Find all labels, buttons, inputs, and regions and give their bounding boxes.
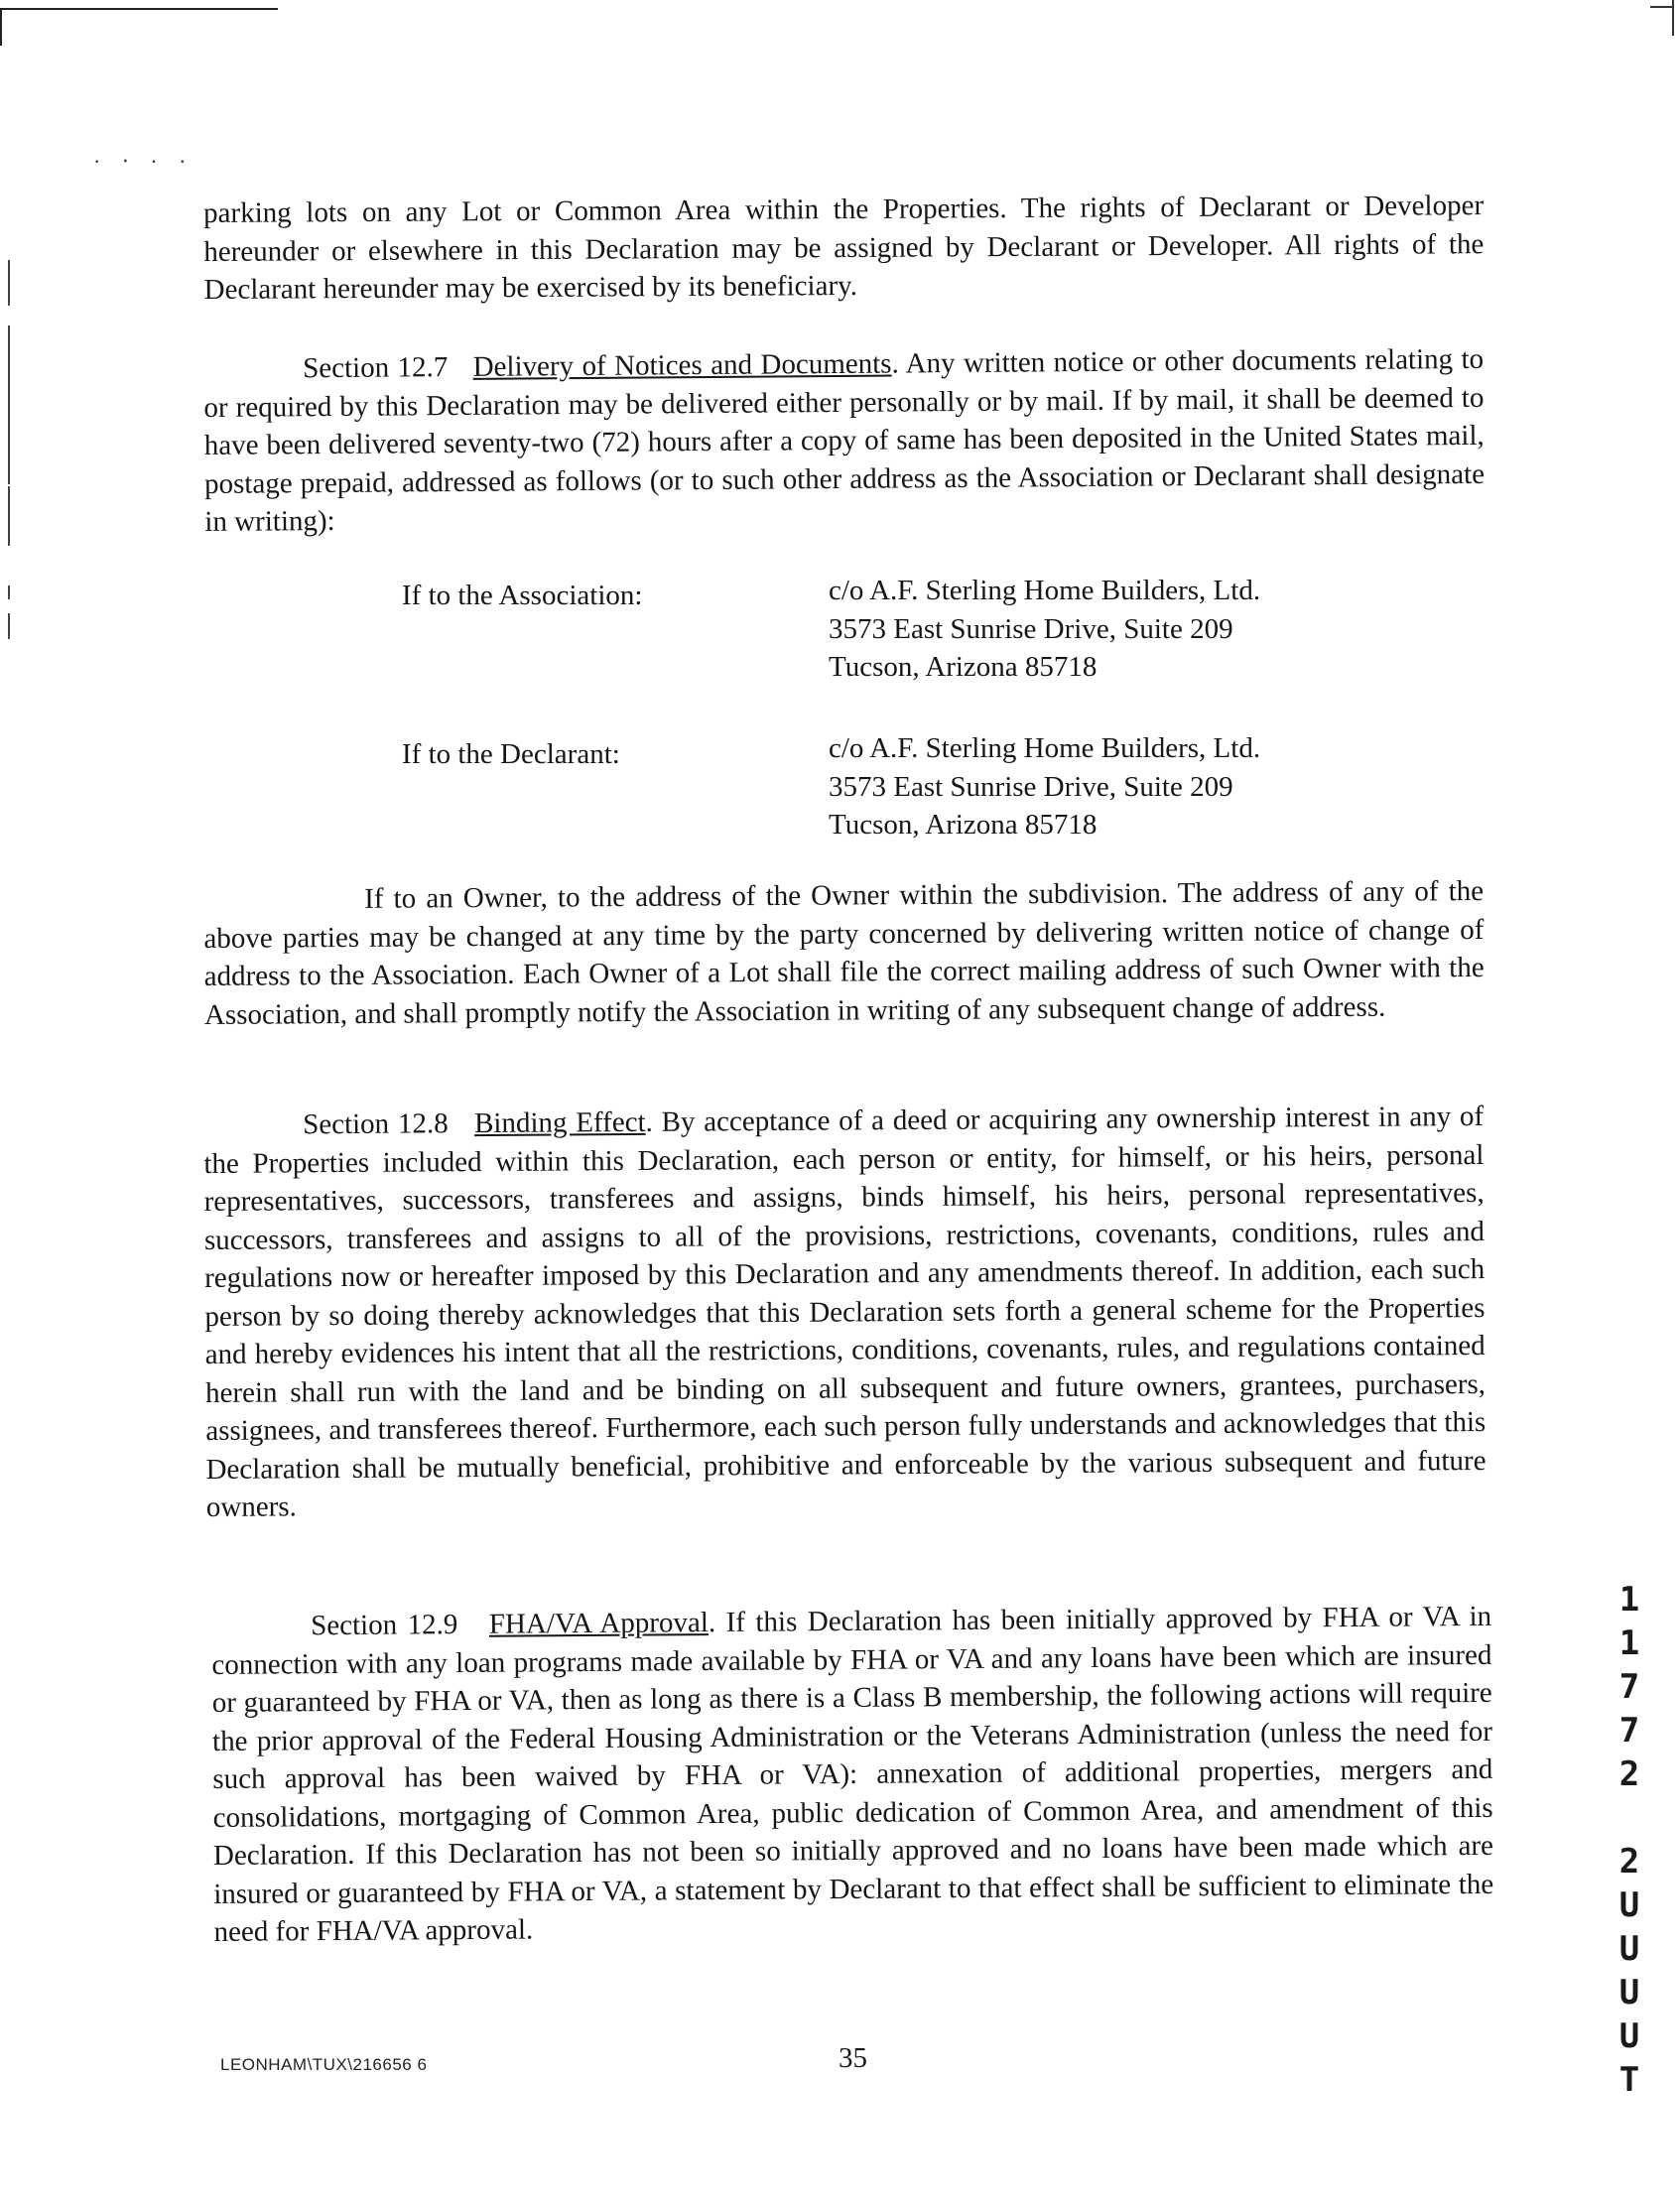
address-line: c/o A.F. Sterling Home Builders, Ltd.: [829, 575, 1261, 606]
section-12-8: [203, 1098, 1486, 1526]
section-body: . Any written notice or other documents relating to or required by this Declaration may be delivered either personally or by mail. If by mail, it shall be deemed to have been delivered seventy-two (72) hours after a copy of same has been deposited in the United States mail, postage prepaid, addressed as follows (or to such other address as the Association or Declarant shall designate in writing):: [203, 342, 1486, 538]
stamp-char: 2: [1618, 1754, 1640, 1794]
section-heading: Delivery of Notices and Documents: [472, 347, 892, 383]
footer-document-id: LEONHAM\TUX\216656 6: [220, 2055, 428, 2074]
stamp-char: 1: [1618, 1580, 1640, 1620]
stamp-char: U: [1618, 1885, 1640, 1925]
stamp-char: 1: [1618, 1623, 1640, 1663]
section-label: Section 12.7: [303, 351, 449, 385]
address-line: c/o A.F. Sterling Home Builders, Ltd.: [829, 732, 1261, 764]
address-label: If to the Association:: [402, 580, 643, 611]
stamp-char: 7: [1618, 1711, 1640, 1751]
stamp-char: U: [1618, 1929, 1640, 1969]
stamp-char: T: [1618, 2060, 1640, 2100]
margin-mark: [8, 260, 10, 306]
margin-mark: [8, 486, 10, 546]
scan-border-right-top: [1650, 6, 1674, 8]
stamp-char: [1610, 1796, 1649, 1840]
recording-stamp: [1610, 1578, 1649, 2100]
address-line: 3573 East Sunrise Drive, Suite 209: [829, 770, 1233, 803]
scan-border-left: [0, 8, 2, 46]
section-label: Section 12.9: [311, 1609, 458, 1642]
address-lines: [829, 572, 1260, 687]
recording-stamp-text: [1610, 1578, 1649, 2102]
section-label: Section 12.8: [303, 1107, 449, 1141]
section-body: . By acceptance of a deed or acquiring any ownership interest in any of the Properties included within this Declaration, each person or entity, for himself, or his heirs, personal representatives, successors, transferees and assigns, binds himself, his heirs, personal representatives, successors, transferees and assigns to all of the provisions, restrictions, covenants, conditions, rules and regulations now or hereafter imposed by this Declaration and any amendments thereof. In addition, each such person by so doing thereby acknowledges that this Declaration sets forth a general scheme for the Properties and hereby evidences his intent that all the restrictions, conditions, covenants, rules, and regulations contained herein shall run with the land and be binding on all subsequent and future owners, grantees, purchasers, assignees, and transferees thereof. Furthermore, each such person fully understands and acknowledges that this Declaration shall be mutually beneficial, prohibitive and enforceable by the various subsequent and future owners.: [203, 1100, 1486, 1523]
scan-speckle: · ‧ · ·: [93, 149, 194, 174]
address-line: Tucson, Arizona 85718: [829, 651, 1098, 683]
section-heading: Binding Effect: [473, 1105, 646, 1140]
stamp-char: U: [1618, 1973, 1640, 2012]
address-line: Tucson, Arizona 85718: [829, 809, 1098, 841]
section-12-9: [211, 1598, 1494, 1952]
margin-mark: [8, 325, 10, 484]
stamp-char: 2: [1618, 1842, 1640, 1882]
stamp-char: 7: [1618, 1667, 1640, 1707]
page-number: 35: [839, 2042, 867, 2074]
margin-mark: [8, 613, 10, 639]
section-heading: FHA/VA Approval: [488, 1607, 710, 1640]
address-lines: [829, 729, 1260, 844]
section-12-7: [203, 340, 1485, 542]
scan-border-top: [0, 8, 278, 10]
address-line: 3573 East Sunrise Drive, Suite 209: [829, 612, 1233, 645]
section-body: . If this Declaration has been initially approved by FHA or VA in connection with any loan programs made available by FHA or VA and any loans have been which are insured or guaranteed by FHA or VA, then as long as there is a Class B membership, the following actions will require the prior approval of the Federal Housing Administration or the Veterans Administration (unless the need for such approval has been waived by FHA or VA): annexation of additional properties, mergers and consolidations, mortgaging of Common Area, public dedication of Common Area, and amendment of this Declaration. If this Declaration has not been so initially approved and no loans have been made which are insured or guaranteed by FHA or VA, a statement by Declarant to that effect shall be sufficient to eliminate the need for FHA/VA approval.: [211, 1600, 1494, 1948]
margin-mark: [8, 585, 10, 599]
address-label: If to the Declarant:: [402, 738, 620, 770]
owner-notice-paragraph: If to an Owner, to the address of the Owner within the subdivision. The address of any of the above parties may be changed at any time by the party concerned by delivering written notice of change of address to the Association. Each Owner of a Lot shall file the correct mailing address of such Owner with the Association, and shall promptly notify the Association in writing of any subsequent change of address.: [203, 874, 1485, 1031]
stamp-char: U: [1618, 2016, 1640, 2056]
paragraph-continuation: parking lots on any Lot or Common Area within the Properties. The rights of Declarant or Developer hereunder or elsewhere in this Declaration may be assigned by Declarant or Developer. All rights of the Declarant hereunder may be exercised by its beneficiary.: [203, 190, 1485, 306]
